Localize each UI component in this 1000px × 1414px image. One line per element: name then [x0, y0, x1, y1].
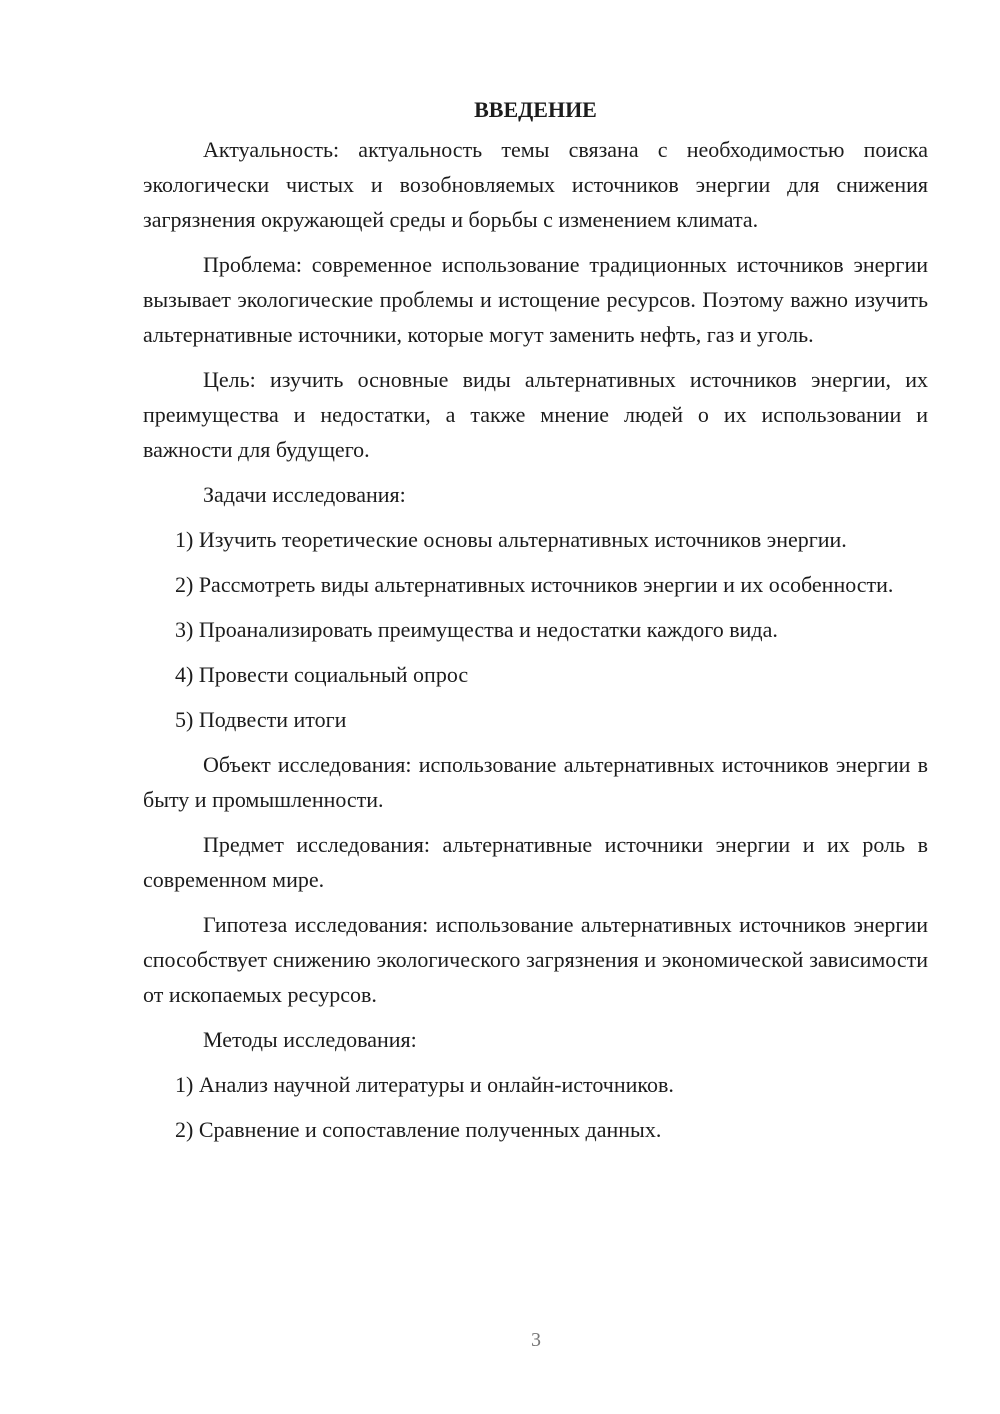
- task-item-4: 4) Провести социальный опрос: [175, 662, 469, 687]
- relevance-paragraph: Актуальность: актуальность темы связана с необходимостью поиска экологически чистых и возобновляемых источников энергии для снижения загрязнения окружающей среды и борьбы с изменением климата.: [143, 137, 928, 232]
- subject-paragraph: Предмет исследования: альтернативные источники энергии и их роль в современном мире.: [143, 832, 928, 892]
- methods-heading: Методы исследования:: [203, 1027, 417, 1052]
- task-item-2: 2) Рассмотреть виды альтернативных источников энергии и их особенности.: [175, 572, 894, 597]
- task-item-3: 3) Проанализировать преимущества и недостатки каждого вида.: [175, 617, 778, 642]
- object-paragraph: Объект исследования: использование альтернативных источников энергии в быту и промышленности.: [143, 752, 928, 812]
- hypothesis-paragraph: Гипотеза исследования: использование альтернативных источников энергии способствует снижению экологического загрязнения и экономической зависимости от ископаемых ресурсов.: [143, 912, 928, 1007]
- page-number: 3: [531, 1329, 541, 1351]
- tasks-heading: Задачи исследования:: [203, 482, 406, 507]
- task-item-1: 1) Изучить теоретические основы альтернативных источников энергии.: [175, 527, 847, 552]
- document-page: [143, 92, 928, 1157]
- goal-paragraph: Цель: изучить основные виды альтернативных источников энергии, их преимущества и недостатки, а также мнение людей о их использовании и важности для будущего.: [143, 367, 928, 462]
- method-item-1: 1) Анализ научной литературы и онлайн-источников.: [175, 1072, 674, 1097]
- method-item-2: 2) Сравнение и сопоставление полученных данных.: [175, 1117, 662, 1142]
- page-title: ВВЕДЕНИЕ: [474, 97, 597, 122]
- task-item-5: 5) Подвести итоги: [175, 707, 347, 732]
- problem-paragraph: Проблема: современное использование традиционных источников энергии вызывает экологические проблемы и истощение ресурсов. Поэтому важно изучить альтернативные источники, которые могут заменить нефть, газ и уголь.: [143, 252, 928, 347]
